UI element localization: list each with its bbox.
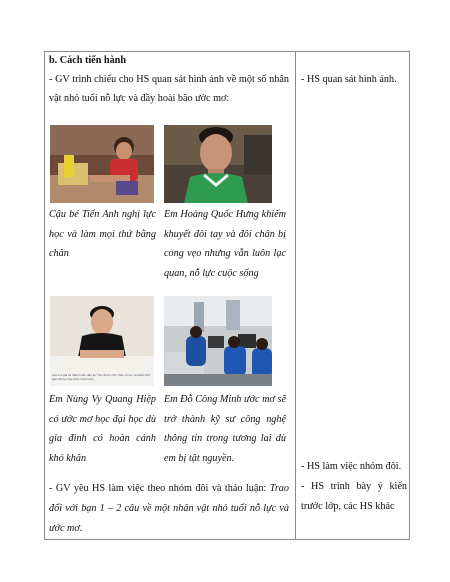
group-task-question: Trao đổi với bạn 1 – 2 câu về một nhân vật nhỏ tuổi nỗ lực và ước mơ. bbox=[49, 483, 289, 534]
photo-nung-vy-quang-hiep bbox=[50, 296, 154, 386]
caption-tien-anh: Cậu bé Tiến Anh nghị lực học và làm mọi thứ bằng chân bbox=[49, 209, 156, 259]
caption-nung-vy-quang-hiep: Em Nùng Vy Quang Hiệp có ước mơ học đại học dù gia đình có hoàn cảnh khó khăn bbox=[49, 394, 156, 464]
caption-hoang-quoc-hung: Em Hoàng Quốc Hưng khiếm khuyết đôi tay và đôi chân bị cong vẹo nhưng vẫn luôn lạc quan, nỗ lực cuộc sống bbox=[164, 209, 286, 279]
hs-present-text: - HS trình bày ý kiến trước lớp, các HS khác bbox=[301, 481, 407, 512]
photo-do-cong-minh bbox=[164, 296, 272, 386]
intro-text: - GV trình chiếu cho HS quan sát hình ảnh về một số nhân vật nhỏ tuổi nỗ lực và đầy hoài bão ước mơ: bbox=[49, 74, 289, 104]
photo-hoang-quoc-hung bbox=[164, 125, 272, 203]
hs-observe-text: - HS quan sát hình ảnh. bbox=[301, 74, 397, 85]
photo-subtext: Các em gái và thanh niên dân tộc Tày được nhìn thấy nỗ lực và dành thời gian để học tập (ảnh minh họa) bbox=[52, 373, 151, 381]
caption-do-cong-minh: Em Đỗ Công Minh ước mơ sẽ trở thành kỹ sư công nghệ thông tin trong tương lai dù em bị tật nguyền. bbox=[164, 394, 286, 464]
hs-group-work-text: - HS làm việc nhóm đôi. bbox=[301, 461, 402, 472]
group-task-text bbox=[49, 479, 289, 539]
section-heading: b. Cách tiến hành bbox=[49, 55, 126, 66]
lesson-table bbox=[44, 51, 410, 540]
group-task-prefix: - GV yêu HS làm việc theo nhóm đôi và thảo luận: bbox=[49, 483, 270, 494]
photo-tien-anh bbox=[50, 125, 154, 203]
column-divider bbox=[295, 52, 296, 539]
